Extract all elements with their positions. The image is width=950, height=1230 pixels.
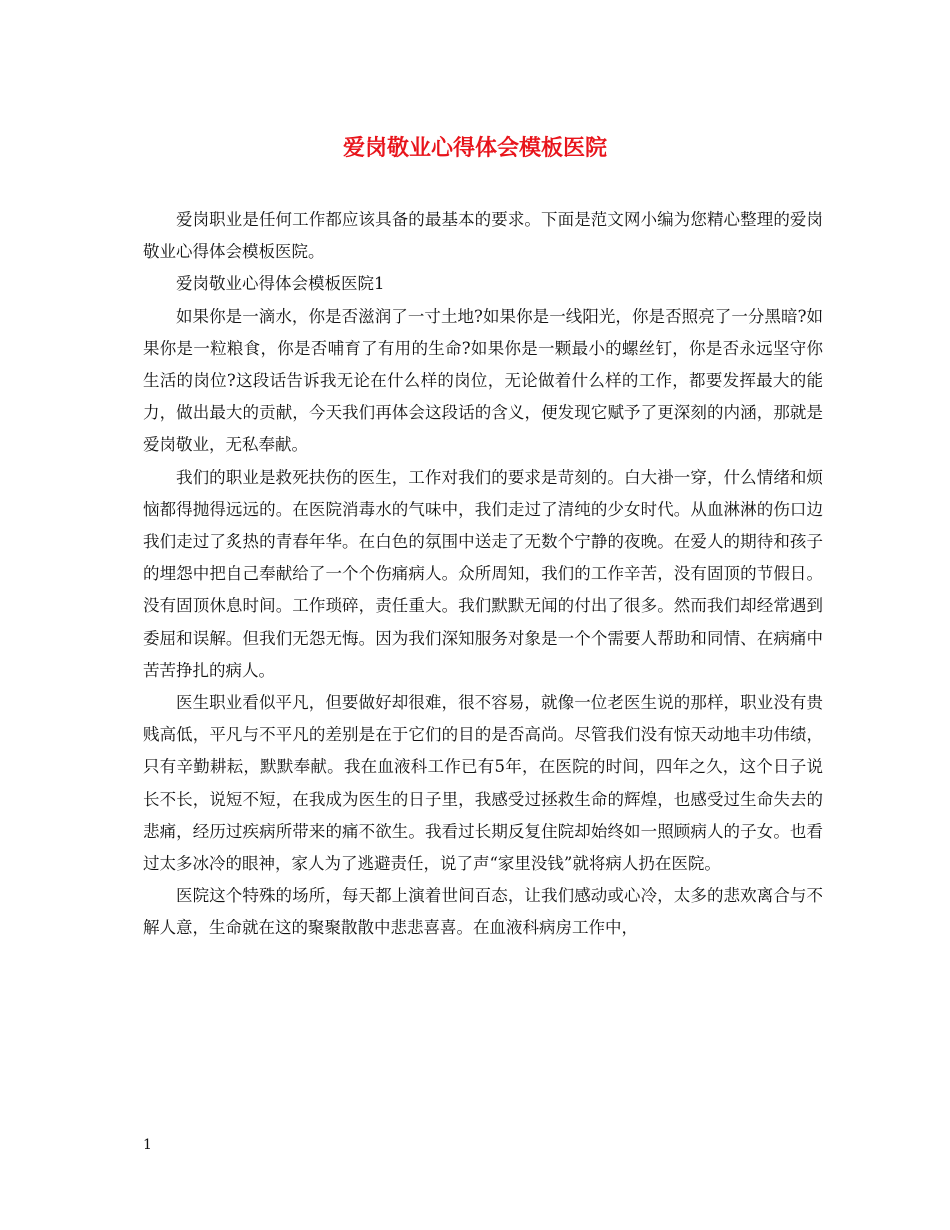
document-title: 爱岗敬业心得体会模板医院: [342, 135, 607, 161]
paragraph: 我们的职业是救死扶伤的医生，工作对我们的要求是苛刻的。白大褂一穿，什么情绪和烦恼都得抛得远远的。在医院消毒水的气味中，我们走过了清纯的少女时代。从血淋淋的伤口边我们走过了炙热的青春年华。在白色的氛围中送走了无数个宁静的夜晚。在爱人的期待和孩子的埋怨中把自己奉献给了一个个伤痛病人。众所周知，我们的工作辛苦，没有固顶的节假日。没有固顶休息时间。工作琐碎，责任重大。我们默默无闻的付出了很多。然而我们却经常遇到委屈和误解。但我们无怨无悔。因为我们深知服务对象是一个个需要人帮助和同情、在病痛中苦苦挣扎的病人。: [143, 467, 823, 680]
paragraph: 医生职业看似平凡，但要做好却很难，很不容易，就像一位老医生说的那样，职业没有贵贱高低，平凡与不平凡的差别是在于它们的目的是否高尚。尽管我们没有惊天动地丰功伟绩，只有辛勤耕耘，默默奉献。我在血液科工作已有5年，在医院的时间，四年之久，这个日子说长不长，说短不短，在我成为医生的日子里，我感受过拯救生命的辉煌，也感受过生命失去的悲痛，经历过疾病所带来的痛不欲生。我看过长期反复住院却始终如一照顾病人的子女。也看过太多冰冷的眼神，家人为了逃避责任，说了声“家里没钱”就将病人扔在医院。: [143, 693, 823, 874]
paragraph: 医院这个特殊的场所，每天都上演着世间百态，让我们感动或心冷，太多的悲欢离合与不解人意，生命就在这的聚聚散散中悲悲喜喜。在血液科病房工作中，: [143, 886, 823, 938]
paragraph: 如果你是一滴水，你是否滋润了一寸土地?如果你是一线阳光，你是否照亮了一分黑暗?如果你是一粒粮食，你是否哺育了有用的生命?如果你是一颗最小的螺丝钉，你是否永远坚守你生活的岗位?这段话告诉我无论在什么样的岗位，无论做着什么样的工作，都要发挥最大的能力，做出最大的贡献，今天我们再体会这段话的含义，便发现它赋予了更深刻的内涵，那就是爱岗敬业，无私奉献。: [143, 306, 823, 455]
section-heading: 爱岗敬业心得体会模板医院1: [176, 274, 385, 294]
page-number: 1: [143, 1137, 152, 1153]
document-body: [143, 204, 823, 945]
paragraph-intro: 爱岗职业是任何工作都应该具备的最基本的要求。下面是范文网小编为您精心整理的爱岗敬业心得体会模板医院。: [143, 210, 823, 262]
